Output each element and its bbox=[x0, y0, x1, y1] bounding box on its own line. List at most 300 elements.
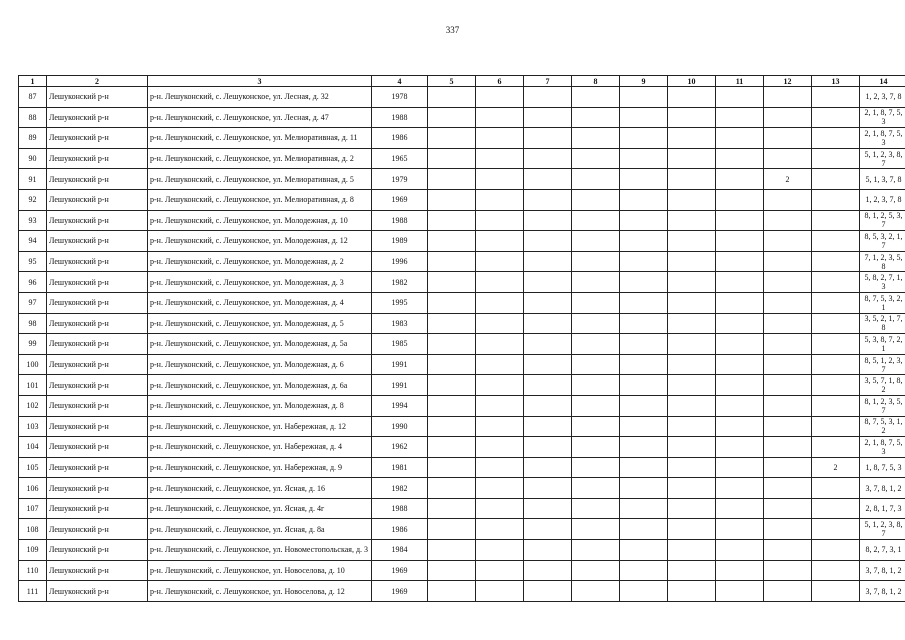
col14-cell: 3, 7, 8, 1, 2 bbox=[860, 581, 905, 602]
district-cell: Лешуконский р-н bbox=[47, 107, 148, 128]
col11-cell bbox=[716, 540, 764, 561]
col13-cell bbox=[812, 292, 860, 313]
table-row bbox=[19, 169, 905, 190]
col5-cell bbox=[428, 231, 476, 252]
col6-cell bbox=[476, 292, 524, 313]
col13-cell bbox=[812, 416, 860, 437]
col7-cell bbox=[524, 560, 572, 581]
row-number-cell: 99 bbox=[19, 334, 47, 355]
address-cell: р-н. Лешуконский, с. Лешуконское, ул. Молодежная, д. 4 bbox=[148, 292, 372, 313]
col14-cell: 3, 7, 8, 1, 2 bbox=[860, 478, 905, 499]
col9-cell bbox=[620, 540, 668, 561]
col11-cell bbox=[716, 231, 764, 252]
year-cell: 1986 bbox=[372, 128, 428, 149]
col12-cell bbox=[764, 251, 812, 272]
district-cell: Лешуконский р-н bbox=[47, 540, 148, 561]
col5-cell bbox=[428, 437, 476, 458]
col8-cell bbox=[572, 128, 620, 149]
col5-cell bbox=[428, 581, 476, 602]
col11-cell bbox=[716, 251, 764, 272]
col10-cell bbox=[668, 560, 716, 581]
col9-cell bbox=[620, 189, 668, 210]
col5-cell bbox=[428, 416, 476, 437]
col12-cell bbox=[764, 581, 812, 602]
table-body bbox=[19, 87, 905, 602]
col14-cell: 7, 1, 2, 3, 5, 8 bbox=[860, 251, 905, 272]
col5-cell bbox=[428, 87, 476, 108]
district-cell: Лешуконский р-н bbox=[47, 272, 148, 293]
col11-cell bbox=[716, 292, 764, 313]
col11-cell bbox=[716, 210, 764, 231]
district-cell: Лешуконский р-н bbox=[47, 189, 148, 210]
col8-cell bbox=[572, 251, 620, 272]
col7-cell bbox=[524, 437, 572, 458]
row-number-cell: 111 bbox=[19, 581, 47, 602]
address-cell: р-н. Лешуконский, с. Лешуконское, ул. Ясная, д. 16 bbox=[148, 478, 372, 499]
col8-cell bbox=[572, 560, 620, 581]
col9-cell bbox=[620, 251, 668, 272]
address-cell: р-н. Лешуконский, с. Лешуконское, ул. Мелиоративная, д. 8 bbox=[148, 189, 372, 210]
col10-cell bbox=[668, 313, 716, 334]
col9-cell bbox=[620, 272, 668, 293]
year-cell: 1990 bbox=[372, 416, 428, 437]
col13-cell bbox=[812, 478, 860, 499]
column-header-9: 9 bbox=[620, 76, 668, 87]
col6-cell bbox=[476, 272, 524, 293]
col10-cell bbox=[668, 251, 716, 272]
col13-cell bbox=[812, 354, 860, 375]
row-number-cell: 95 bbox=[19, 251, 47, 272]
col13-cell bbox=[812, 107, 860, 128]
col5-cell bbox=[428, 375, 476, 396]
col14-cell: 2, 1, 8, 7, 5, 3 bbox=[860, 107, 905, 128]
address-cell: р-н. Лешуконский, с. Лешуконское, ул. Набережная, д. 9 bbox=[148, 457, 372, 478]
col10-cell bbox=[668, 519, 716, 540]
col5-cell bbox=[428, 354, 476, 375]
col8-cell bbox=[572, 498, 620, 519]
col14-cell: 5, 1, 3, 7, 8 bbox=[860, 169, 905, 190]
row-number-cell: 109 bbox=[19, 540, 47, 561]
row-number-cell: 91 bbox=[19, 169, 47, 190]
column-header-10: 10 bbox=[668, 76, 716, 87]
address-cell: р-н. Лешуконский, с. Лешуконское, ул. Новоселова, д. 10 bbox=[148, 560, 372, 581]
col13-cell bbox=[812, 334, 860, 355]
col13-cell bbox=[812, 148, 860, 169]
col13-cell bbox=[812, 560, 860, 581]
table-row bbox=[19, 437, 905, 458]
year-cell: 1982 bbox=[372, 272, 428, 293]
column-header-2: 2 bbox=[47, 76, 148, 87]
col7-cell bbox=[524, 457, 572, 478]
table-row bbox=[19, 478, 905, 499]
col12-cell bbox=[764, 148, 812, 169]
col5-cell bbox=[428, 169, 476, 190]
col8-cell bbox=[572, 437, 620, 458]
district-cell: Лешуконский р-н bbox=[47, 231, 148, 252]
table-row bbox=[19, 581, 905, 602]
col13-cell bbox=[812, 128, 860, 149]
col7-cell bbox=[524, 231, 572, 252]
table-row bbox=[19, 457, 905, 478]
col12-cell bbox=[764, 395, 812, 416]
col8-cell bbox=[572, 519, 620, 540]
row-number-cell: 108 bbox=[19, 519, 47, 540]
col9-cell bbox=[620, 437, 668, 458]
col10-cell bbox=[668, 540, 716, 561]
col6-cell bbox=[476, 519, 524, 540]
address-cell: р-н. Лешуконский, с. Лешуконское, ул. Молодежная, д. 5 bbox=[148, 313, 372, 334]
col5-cell bbox=[428, 540, 476, 561]
table-row bbox=[19, 540, 905, 561]
col12-cell bbox=[764, 272, 812, 293]
col9-cell bbox=[620, 354, 668, 375]
column-header-11: 11 bbox=[716, 76, 764, 87]
col10-cell bbox=[668, 375, 716, 396]
col11-cell bbox=[716, 437, 764, 458]
row-number-cell: 104 bbox=[19, 437, 47, 458]
row-number-cell: 94 bbox=[19, 231, 47, 252]
col9-cell bbox=[620, 107, 668, 128]
col8-cell bbox=[572, 395, 620, 416]
col11-cell bbox=[716, 457, 764, 478]
col10-cell bbox=[668, 107, 716, 128]
year-cell: 1989 bbox=[372, 231, 428, 252]
col6-cell bbox=[476, 128, 524, 149]
district-cell: Лешуконский р-н bbox=[47, 169, 148, 190]
col5-cell bbox=[428, 292, 476, 313]
col12-cell bbox=[764, 498, 812, 519]
col5-cell bbox=[428, 189, 476, 210]
col5-cell bbox=[428, 148, 476, 169]
col14-cell: 5, 8, 2, 7, 1, 3 bbox=[860, 272, 905, 293]
district-cell: Лешуконский р-н bbox=[47, 498, 148, 519]
col6-cell bbox=[476, 498, 524, 519]
column-header-7: 7 bbox=[524, 76, 572, 87]
district-cell: Лешуконский р-н bbox=[47, 354, 148, 375]
col13-cell bbox=[812, 498, 860, 519]
col6-cell bbox=[476, 210, 524, 231]
col8-cell bbox=[572, 313, 620, 334]
col10-cell bbox=[668, 498, 716, 519]
col11-cell bbox=[716, 107, 764, 128]
column-header-3: 3 bbox=[148, 76, 372, 87]
col13-cell bbox=[812, 87, 860, 108]
year-cell: 1969 bbox=[372, 560, 428, 581]
col8-cell bbox=[572, 416, 620, 437]
col11-cell bbox=[716, 148, 764, 169]
data-table bbox=[18, 75, 905, 602]
col12-cell bbox=[764, 128, 812, 149]
col7-cell bbox=[524, 519, 572, 540]
col6-cell bbox=[476, 231, 524, 252]
year-cell: 1984 bbox=[372, 540, 428, 561]
col5-cell bbox=[428, 251, 476, 272]
col10-cell bbox=[668, 395, 716, 416]
year-cell: 1985 bbox=[372, 334, 428, 355]
col10-cell bbox=[668, 189, 716, 210]
col10-cell bbox=[668, 231, 716, 252]
year-cell: 1991 bbox=[372, 354, 428, 375]
col7-cell bbox=[524, 498, 572, 519]
col12-cell bbox=[764, 437, 812, 458]
col11-cell bbox=[716, 189, 764, 210]
col11-cell bbox=[716, 272, 764, 293]
address-cell: р-н. Лешуконский, с. Лешуконское, ул. Молодежная, д. 10 bbox=[148, 210, 372, 231]
col14-cell: 5, 3, 8, 7, 2, 1 bbox=[860, 334, 905, 355]
col12-cell bbox=[764, 560, 812, 581]
col5-cell bbox=[428, 272, 476, 293]
col14-cell: 1, 2, 3, 7, 8 bbox=[860, 87, 905, 108]
year-cell: 1996 bbox=[372, 251, 428, 272]
col9-cell bbox=[620, 478, 668, 499]
col7-cell bbox=[524, 210, 572, 231]
column-header-5: 5 bbox=[428, 76, 476, 87]
address-cell: р-н. Лешуконский, с. Лешуконское, ул. Мелиоративная, д. 5 bbox=[148, 169, 372, 190]
col8-cell bbox=[572, 292, 620, 313]
col11-cell bbox=[716, 354, 764, 375]
address-cell: р-н. Лешуконский, с. Лешуконское, ул. Лесная, д. 32 bbox=[148, 87, 372, 108]
col10-cell bbox=[668, 437, 716, 458]
col6-cell bbox=[476, 437, 524, 458]
col12-cell bbox=[764, 416, 812, 437]
col11-cell bbox=[716, 128, 764, 149]
col6-cell bbox=[476, 560, 524, 581]
col13-cell bbox=[812, 210, 860, 231]
col6-cell bbox=[476, 169, 524, 190]
col9-cell bbox=[620, 581, 668, 602]
year-cell: 1962 bbox=[372, 437, 428, 458]
col14-cell: 8, 7, 5, 3, 1, 2 bbox=[860, 416, 905, 437]
col9-cell bbox=[620, 128, 668, 149]
col14-cell: 3, 5, 7, 1, 8, 2 bbox=[860, 375, 905, 396]
table-row bbox=[19, 560, 905, 581]
year-cell: 1986 bbox=[372, 519, 428, 540]
col11-cell bbox=[716, 375, 764, 396]
col8-cell bbox=[572, 478, 620, 499]
col13-cell: 2 bbox=[812, 457, 860, 478]
col14-cell: 2, 8, 1, 7, 3 bbox=[860, 498, 905, 519]
column-header-14: 14 bbox=[860, 76, 905, 87]
address-cell: р-н. Лешуконский, с. Лешуконское, ул. Молодежная, д. 3 bbox=[148, 272, 372, 293]
table-row bbox=[19, 313, 905, 334]
col6-cell bbox=[476, 189, 524, 210]
col12-cell bbox=[764, 231, 812, 252]
address-cell: р-н. Лешуконский, с. Лешуконское, ул. Молодежная, д. 6 bbox=[148, 354, 372, 375]
col13-cell bbox=[812, 231, 860, 252]
year-cell: 1994 bbox=[372, 395, 428, 416]
col6-cell bbox=[476, 87, 524, 108]
col11-cell bbox=[716, 169, 764, 190]
col8-cell bbox=[572, 107, 620, 128]
district-cell: Лешуконский р-н bbox=[47, 478, 148, 499]
col6-cell bbox=[476, 148, 524, 169]
row-number-cell: 106 bbox=[19, 478, 47, 499]
column-header-12: 12 bbox=[764, 76, 812, 87]
district-cell: Лешуконский р-н bbox=[47, 416, 148, 437]
year-cell: 1978 bbox=[372, 87, 428, 108]
year-cell: 1969 bbox=[372, 581, 428, 602]
col7-cell bbox=[524, 581, 572, 602]
col7-cell bbox=[524, 334, 572, 355]
address-cell: р-н. Лешуконский, с. Лешуконское, ул. Лесная, д. 47 bbox=[148, 107, 372, 128]
district-cell: Лешуконский р-н bbox=[47, 457, 148, 478]
row-number-cell: 105 bbox=[19, 457, 47, 478]
col12-cell bbox=[764, 540, 812, 561]
page-number: 337 bbox=[445, 25, 460, 35]
col12-cell bbox=[764, 87, 812, 108]
col9-cell bbox=[620, 416, 668, 437]
district-cell: Лешуконский р-н bbox=[47, 395, 148, 416]
column-header-6: 6 bbox=[476, 76, 524, 87]
address-cell: р-н. Лешуконский, с. Лешуконское, ул. Набережная, д. 4 bbox=[148, 437, 372, 458]
col10-cell bbox=[668, 272, 716, 293]
col7-cell bbox=[524, 416, 572, 437]
col5-cell bbox=[428, 478, 476, 499]
col9-cell bbox=[620, 395, 668, 416]
row-number-cell: 107 bbox=[19, 498, 47, 519]
address-cell: р-н. Лешуконский, с. Лешуконское, ул. Ясная, д. 4г bbox=[148, 498, 372, 519]
col5-cell bbox=[428, 210, 476, 231]
col11-cell bbox=[716, 416, 764, 437]
table-row bbox=[19, 375, 905, 396]
district-cell: Лешуконский р-н bbox=[47, 210, 148, 231]
row-number-cell: 88 bbox=[19, 107, 47, 128]
district-cell: Лешуконский р-н bbox=[47, 560, 148, 581]
col13-cell bbox=[812, 272, 860, 293]
row-number-cell: 89 bbox=[19, 128, 47, 149]
col11-cell bbox=[716, 87, 764, 108]
col9-cell bbox=[620, 313, 668, 334]
table-row bbox=[19, 210, 905, 231]
table-row bbox=[19, 292, 905, 313]
col11-cell bbox=[716, 334, 764, 355]
year-cell: 1988 bbox=[372, 210, 428, 231]
col7-cell bbox=[524, 189, 572, 210]
col10-cell bbox=[668, 128, 716, 149]
column-header-13: 13 bbox=[812, 76, 860, 87]
col12-cell bbox=[764, 457, 812, 478]
address-cell: р-н. Лешуконский, с. Лешуконское, ул. Молодежная, д. 6а bbox=[148, 375, 372, 396]
col6-cell bbox=[476, 334, 524, 355]
col10-cell bbox=[668, 292, 716, 313]
col14-cell: 8, 7, 5, 3, 2, 1 bbox=[860, 292, 905, 313]
col14-cell: 8, 1, 2, 5, 3, 7 bbox=[860, 210, 905, 231]
col7-cell bbox=[524, 313, 572, 334]
col8-cell bbox=[572, 189, 620, 210]
row-number-cell: 93 bbox=[19, 210, 47, 231]
table-row bbox=[19, 231, 905, 252]
col9-cell bbox=[620, 169, 668, 190]
district-cell: Лешуконский р-н bbox=[47, 519, 148, 540]
table-row bbox=[19, 272, 905, 293]
table-row bbox=[19, 87, 905, 108]
col14-cell: 2, 1, 8, 7, 5, 3 bbox=[860, 437, 905, 458]
col8-cell bbox=[572, 87, 620, 108]
table-row bbox=[19, 107, 905, 128]
col6-cell bbox=[476, 107, 524, 128]
col11-cell bbox=[716, 313, 764, 334]
address-cell: р-н. Лешуконский, с. Лешуконское, ул. Мелиоративная, д. 2 bbox=[148, 148, 372, 169]
district-cell: Лешуконский р-н bbox=[47, 148, 148, 169]
address-cell: р-н. Лешуконский, с. Лешуконское, ул. Новоместопольская, д. 3 bbox=[148, 540, 372, 561]
col5-cell bbox=[428, 457, 476, 478]
col7-cell bbox=[524, 107, 572, 128]
row-number-cell: 92 bbox=[19, 189, 47, 210]
col5-cell bbox=[428, 313, 476, 334]
address-cell: р-н. Лешуконский, с. Лешуконское, ул. Ясная, д. 8а bbox=[148, 519, 372, 540]
col9-cell bbox=[620, 519, 668, 540]
col9-cell bbox=[620, 210, 668, 231]
col14-cell: 3, 7, 8, 1, 2 bbox=[860, 560, 905, 581]
col9-cell bbox=[620, 334, 668, 355]
col12-cell bbox=[764, 375, 812, 396]
table-row bbox=[19, 251, 905, 272]
col14-cell: 5, 1, 2, 3, 8, 7 bbox=[860, 148, 905, 169]
col10-cell bbox=[668, 169, 716, 190]
address-cell: р-н. Лешуконский, с. Лешуконское, ул. Молодежная, д. 8 bbox=[148, 395, 372, 416]
district-cell: Лешуконский р-н bbox=[47, 581, 148, 602]
col14-cell: 2, 1, 8, 7, 5, 3 bbox=[860, 128, 905, 149]
year-cell: 1981 bbox=[372, 457, 428, 478]
district-cell: Лешуконский р-н bbox=[47, 437, 148, 458]
col14-cell: 5, 1, 2, 3, 8, 7 bbox=[860, 519, 905, 540]
col12-cell bbox=[764, 210, 812, 231]
district-cell: Лешуконский р-н bbox=[47, 334, 148, 355]
table-header-row bbox=[19, 76, 905, 87]
col13-cell bbox=[812, 189, 860, 210]
year-cell: 1969 bbox=[372, 189, 428, 210]
year-cell: 1988 bbox=[372, 107, 428, 128]
district-cell: Лешуконский р-н bbox=[47, 251, 148, 272]
col8-cell bbox=[572, 354, 620, 375]
row-number-cell: 101 bbox=[19, 375, 47, 396]
col12-cell bbox=[764, 354, 812, 375]
district-cell: Лешуконский р-н bbox=[47, 292, 148, 313]
row-number-cell: 98 bbox=[19, 313, 47, 334]
district-cell: Лешуконский р-н bbox=[47, 313, 148, 334]
col7-cell bbox=[524, 87, 572, 108]
col6-cell bbox=[476, 354, 524, 375]
col9-cell bbox=[620, 375, 668, 396]
col9-cell bbox=[620, 148, 668, 169]
col10-cell bbox=[668, 334, 716, 355]
col14-cell: 1, 8, 7, 5, 3 bbox=[860, 457, 905, 478]
col6-cell bbox=[476, 395, 524, 416]
col9-cell bbox=[620, 231, 668, 252]
col10-cell bbox=[668, 148, 716, 169]
row-number-cell: 90 bbox=[19, 148, 47, 169]
col12-cell bbox=[764, 519, 812, 540]
col13-cell bbox=[812, 251, 860, 272]
address-cell: р-н. Лешуконский, с. Лешуконское, ул. Новоселова, д. 12 bbox=[148, 581, 372, 602]
col14-cell: 8, 1, 2, 3, 5, 7 bbox=[860, 395, 905, 416]
table-row bbox=[19, 416, 905, 437]
row-number-cell: 100 bbox=[19, 354, 47, 375]
col13-cell bbox=[812, 375, 860, 396]
col10-cell bbox=[668, 581, 716, 602]
col5-cell bbox=[428, 128, 476, 149]
col6-cell bbox=[476, 375, 524, 396]
col10-cell bbox=[668, 478, 716, 499]
col6-cell bbox=[476, 540, 524, 561]
year-cell: 1983 bbox=[372, 313, 428, 334]
col5-cell bbox=[428, 560, 476, 581]
col5-cell bbox=[428, 519, 476, 540]
district-cell: Лешуконский р-н bbox=[47, 87, 148, 108]
col7-cell bbox=[524, 148, 572, 169]
col5-cell bbox=[428, 107, 476, 128]
year-cell: 1988 bbox=[372, 498, 428, 519]
